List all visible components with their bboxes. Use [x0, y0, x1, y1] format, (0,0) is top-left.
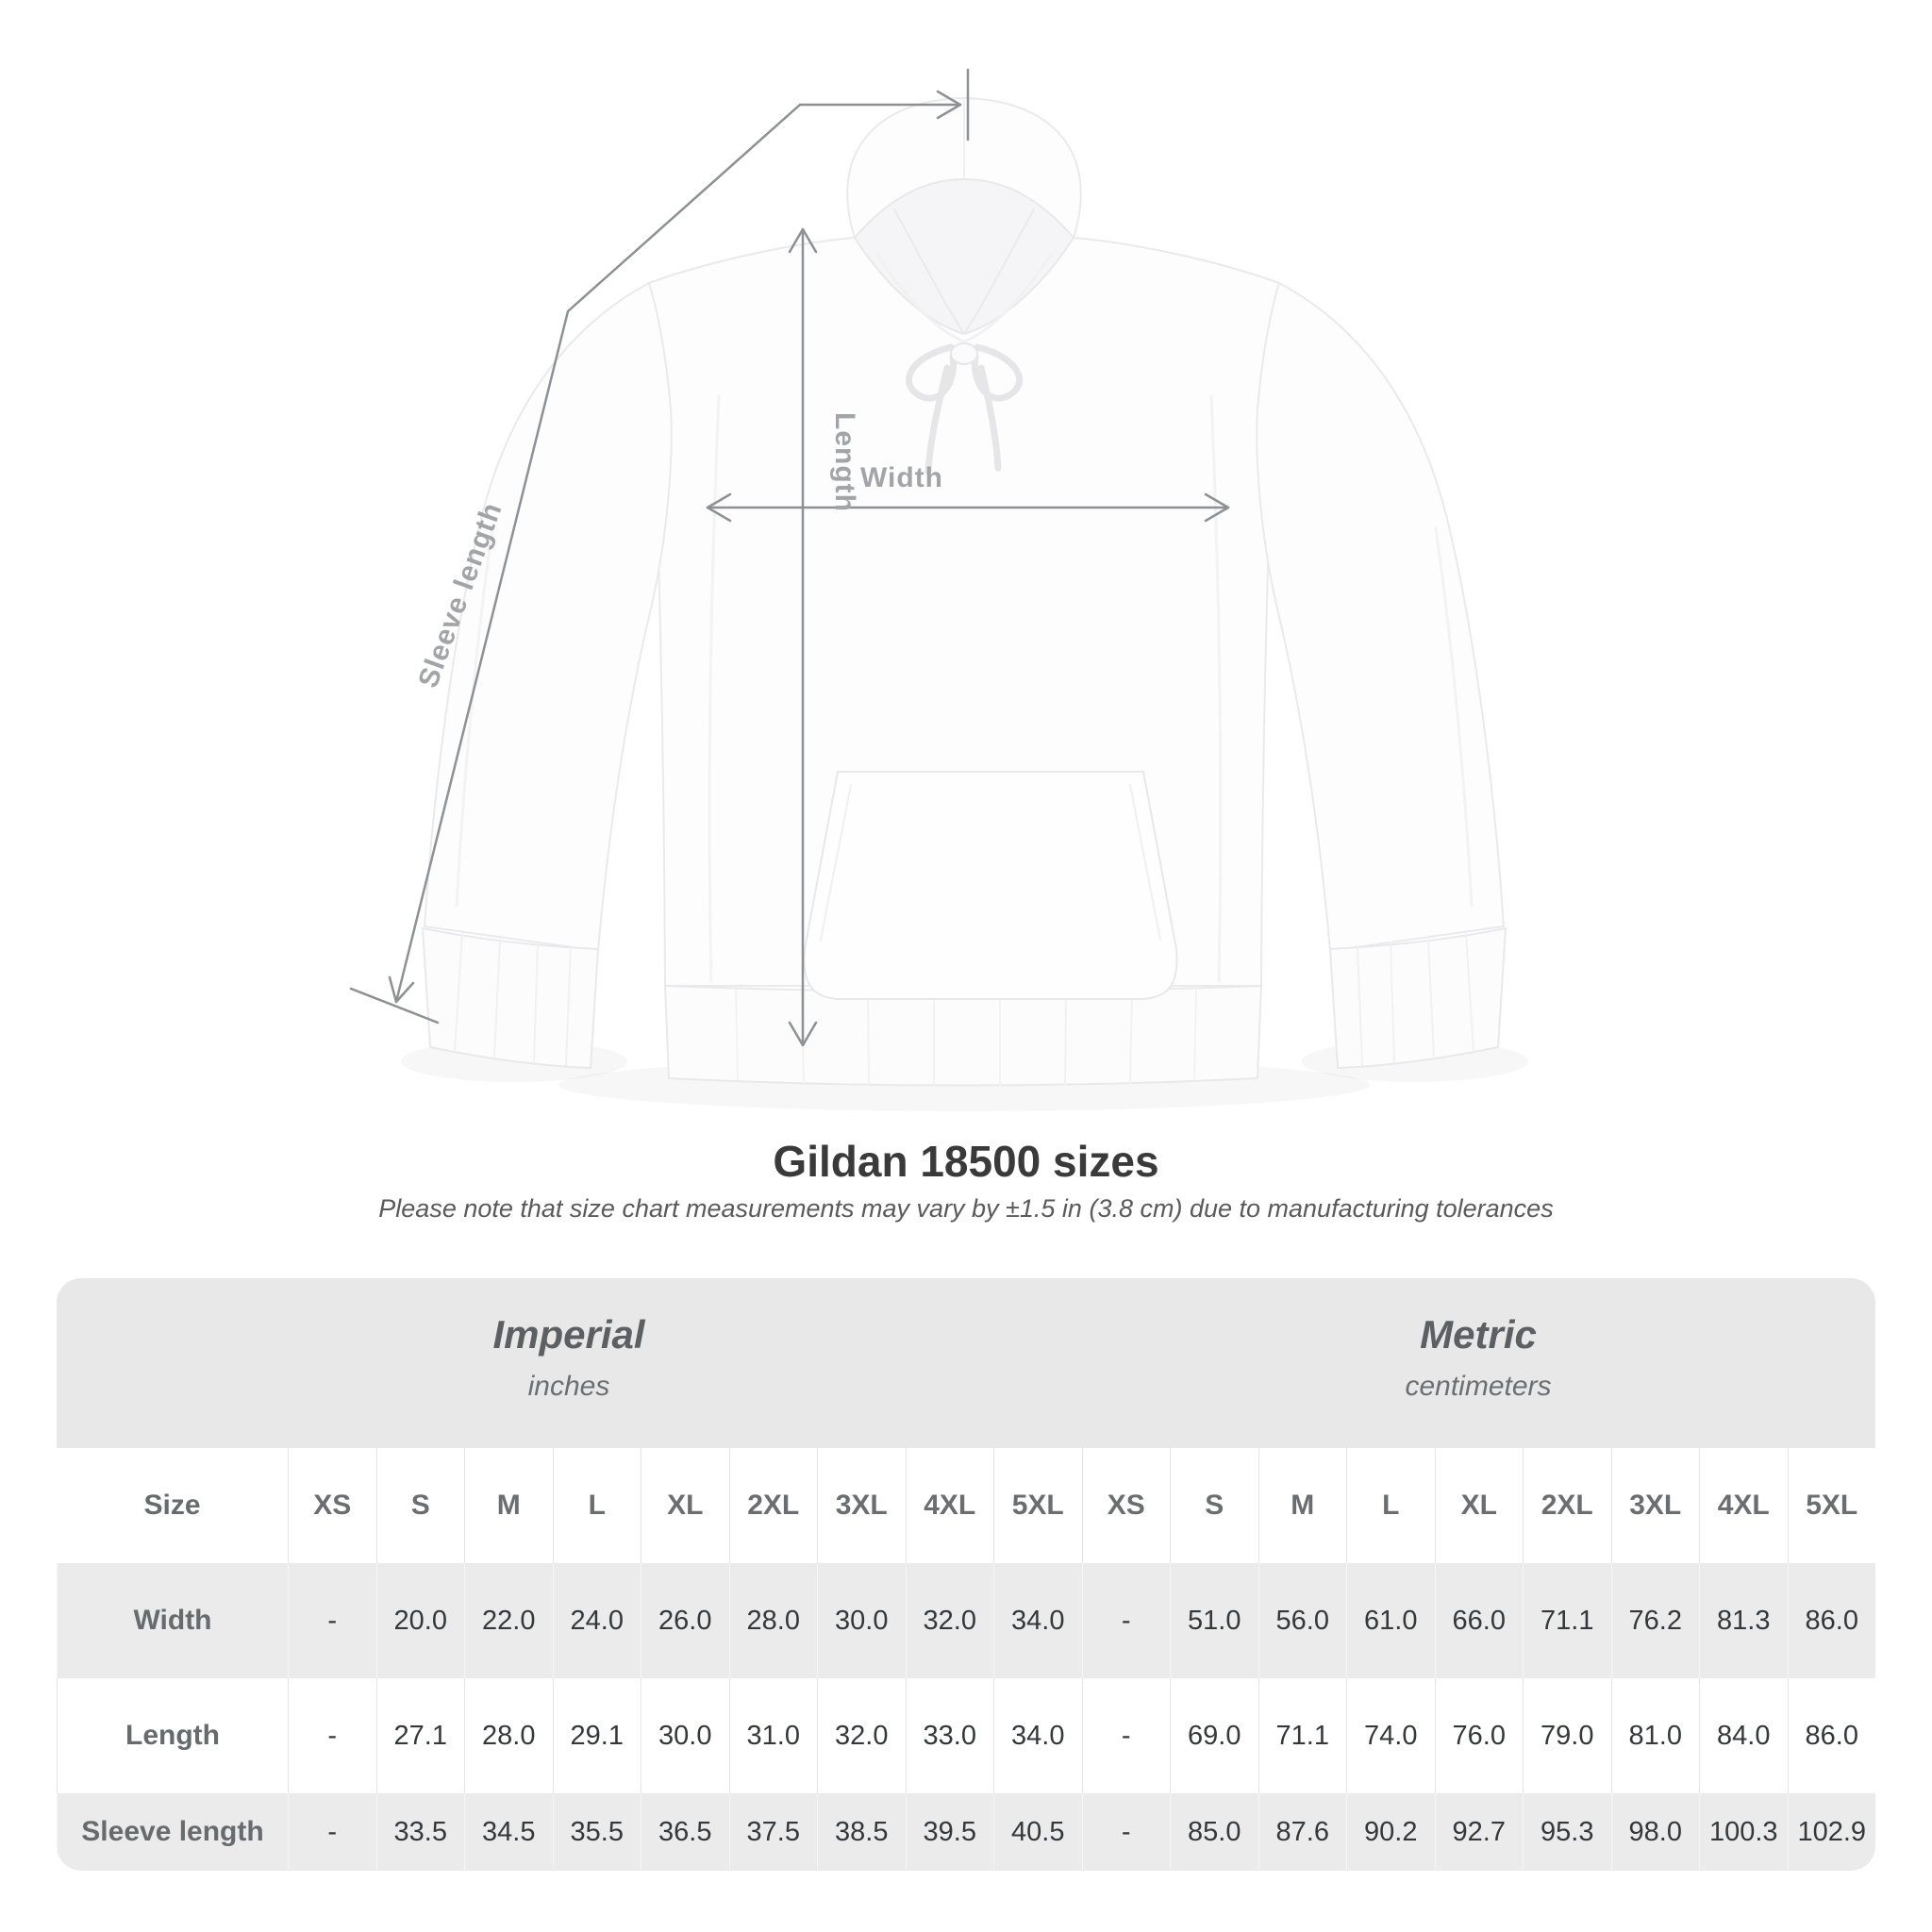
size-header-cell: L [1346, 1448, 1435, 1563]
row-label-cell: Sleeve length [57, 1793, 288, 1871]
value-cell: 26.0 [641, 1563, 729, 1678]
value-cell: - [1082, 1563, 1171, 1678]
hoodie-illustration [423, 98, 1506, 1086]
size-header-cell: 2XL [729, 1448, 818, 1563]
imperial-sublabel: inches [527, 1371, 610, 1402]
value-cell: 32.0 [817, 1678, 906, 1793]
measurement-row [57, 1793, 1875, 1871]
value-cell: 98.0 [1611, 1793, 1700, 1871]
value-cell: 30.0 [817, 1563, 906, 1678]
size-header-cell: 4XL [1699, 1448, 1788, 1563]
value-cell: 30.0 [641, 1678, 729, 1793]
size-header-cell: M [464, 1448, 553, 1563]
size-table [57, 1278, 1875, 1871]
value-cell: - [288, 1678, 376, 1793]
value-cell: 84.0 [1699, 1678, 1788, 1793]
value-cell: 85.0 [1170, 1793, 1258, 1871]
length-measure-label: Length [829, 412, 860, 512]
hoodie-right-sleeve [1257, 283, 1504, 951]
size-header-cell: 5XL [1788, 1448, 1876, 1563]
value-cell: 29.1 [553, 1678, 641, 1793]
value-cell: 69.0 [1170, 1678, 1258, 1793]
metric-sublabel: centimeters [1405, 1371, 1552, 1402]
size-header-cell: 4XL [906, 1448, 994, 1563]
metric-label: Metric [1420, 1312, 1537, 1357]
value-cell: 92.7 [1435, 1793, 1524, 1871]
hoodie-left-cuff [423, 928, 598, 1068]
size-header-cell: 2XL [1523, 1448, 1611, 1563]
measurement-row [57, 1563, 1875, 1678]
value-cell: 95.3 [1523, 1793, 1611, 1871]
size-col-header: Size [143, 1490, 201, 1521]
imperial-label: Imperial [492, 1312, 645, 1357]
hoodie-pocket [804, 772, 1176, 999]
value-cell: 86.0 [1788, 1678, 1876, 1793]
value-cell: 34.5 [464, 1793, 553, 1871]
value-cell: 76.2 [1611, 1563, 1700, 1678]
value-cell: 24.0 [553, 1563, 641, 1678]
value-cell: 38.5 [817, 1793, 906, 1871]
size-header-cell: XS [288, 1448, 376, 1563]
size-header-row [57, 1448, 1875, 1563]
value-cell: - [1082, 1793, 1171, 1871]
value-cell: 28.0 [464, 1678, 553, 1793]
row-label-cell: Length [57, 1678, 288, 1793]
size-header-cell: XL [1435, 1448, 1524, 1563]
measurement-row [57, 1678, 1875, 1793]
value-cell: 31.0 [729, 1678, 818, 1793]
size-header-cell: S [376, 1448, 465, 1563]
size-header-cell: 3XL [1611, 1448, 1700, 1563]
value-cell: 90.2 [1346, 1793, 1435, 1871]
value-cell: 71.1 [1523, 1563, 1611, 1678]
value-cell: 27.1 [376, 1678, 465, 1793]
tolerance-note: Please note that size chart measurements may vary by ±1.5 in (3.8 cm) due to manufacturing tolerances [378, 1194, 1554, 1223]
size-header-cell: 3XL [817, 1448, 906, 1563]
hoodie-drawstring-knot [951, 343, 977, 364]
value-cell: 71.1 [1258, 1678, 1347, 1793]
value-cell: 22.0 [464, 1563, 553, 1678]
value-cell: 33.0 [906, 1678, 994, 1793]
value-cell: 33.5 [376, 1793, 465, 1871]
value-cell: 61.0 [1346, 1563, 1435, 1678]
size-header-cell: S [1170, 1448, 1258, 1563]
value-cell: 86.0 [1788, 1563, 1876, 1678]
value-cell: 100.3 [1699, 1793, 1788, 1871]
value-cell: - [288, 1563, 376, 1678]
value-cell: 79.0 [1523, 1678, 1611, 1793]
value-cell: 39.5 [906, 1793, 994, 1871]
value-cell: 66.0 [1435, 1563, 1524, 1678]
size-header-cell: XS [1082, 1448, 1171, 1563]
hoodie-hem-band [665, 986, 1261, 1086]
unit-header-band [57, 1278, 1875, 1448]
value-cell: - [1082, 1678, 1171, 1793]
size-header-cell: XL [641, 1448, 729, 1563]
unit-group-imperial [57, 1278, 1081, 1448]
value-cell: - [288, 1793, 376, 1871]
size-grid [57, 1448, 1875, 1871]
value-cell: 56.0 [1258, 1563, 1347, 1678]
row-label-cell: Width [57, 1563, 288, 1678]
value-cell: 37.5 [729, 1793, 818, 1871]
size-header-cell: M [1258, 1448, 1347, 1563]
value-cell: 32.0 [906, 1563, 994, 1678]
value-cell: 76.0 [1435, 1678, 1524, 1793]
hoodie-right-cuff [1330, 928, 1506, 1068]
value-cell: 81.3 [1699, 1563, 1788, 1678]
value-cell: 35.5 [553, 1793, 641, 1871]
value-cell: 102.9 [1788, 1793, 1876, 1871]
size-header-cell: 5XL [993, 1448, 1082, 1563]
value-cell: 28.0 [729, 1563, 818, 1678]
unit-group-metric [1081, 1278, 1875, 1448]
value-cell: 74.0 [1346, 1678, 1435, 1793]
page-title: Gildan 18500 sizes [773, 1137, 1159, 1186]
width-measure-label: Width [859, 462, 944, 493]
size-header-cell: L [553, 1448, 641, 1563]
value-cell: 87.6 [1258, 1793, 1347, 1871]
value-cell: 40.5 [993, 1793, 1082, 1871]
sleeve-measure-label: Sleeve length [412, 498, 508, 692]
value-cell: 34.0 [993, 1563, 1082, 1678]
value-cell: 81.0 [1611, 1678, 1700, 1793]
value-cell: 34.0 [993, 1678, 1082, 1793]
value-cell: 20.0 [376, 1563, 465, 1678]
value-cell: 51.0 [1170, 1563, 1258, 1678]
value-cell: 36.5 [641, 1793, 729, 1871]
